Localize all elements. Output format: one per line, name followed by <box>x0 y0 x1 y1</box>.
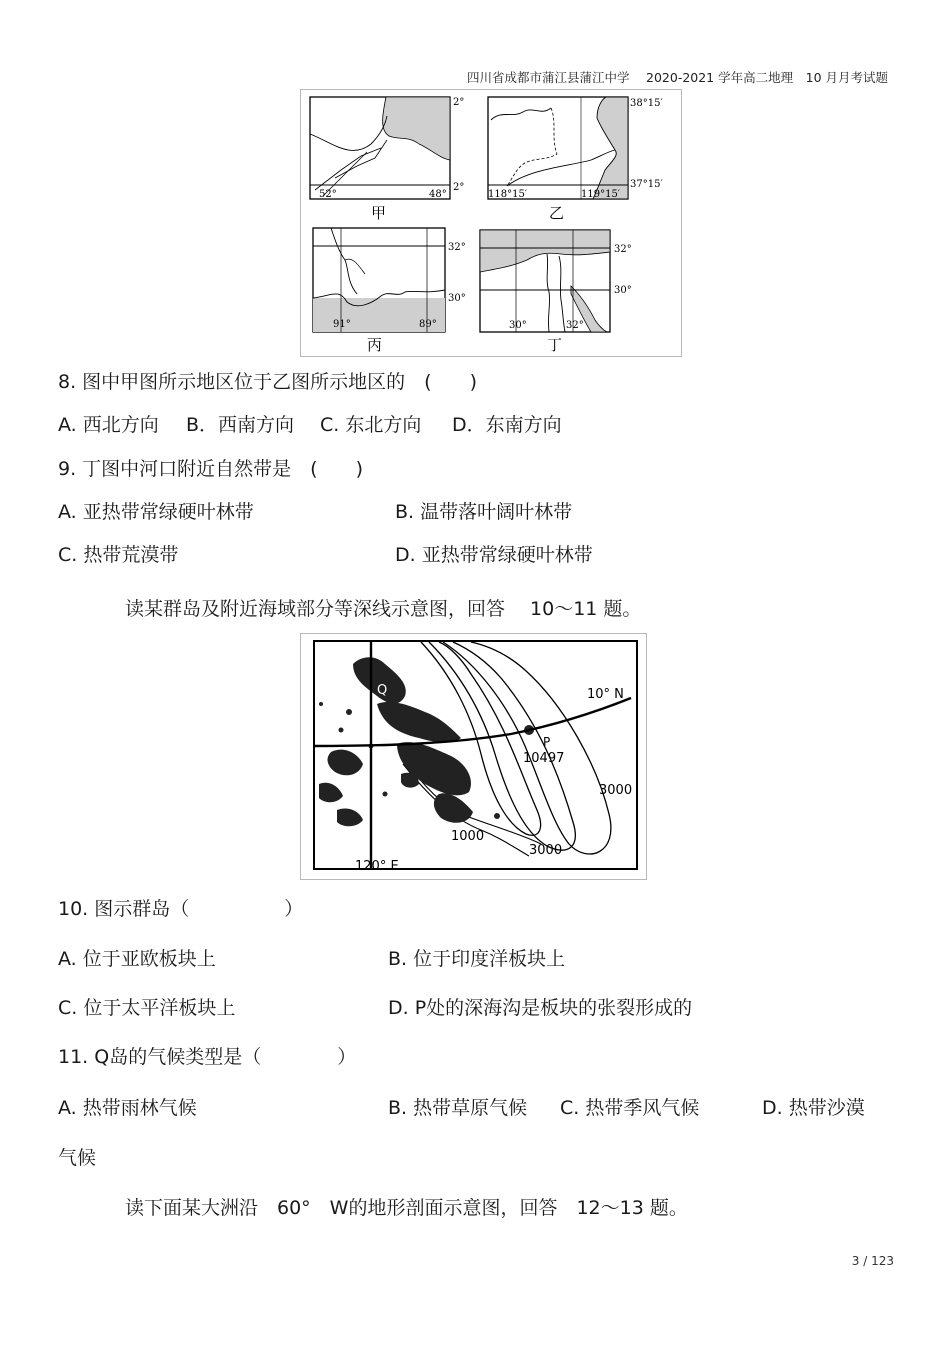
q8-option-d: D．东南方向 <box>452 414 562 436</box>
map-ding <box>480 230 632 354</box>
q11-option-d: D. 热带沙漠 <box>762 1097 865 1119</box>
latitude-label: 10° N <box>587 687 624 702</box>
map-ding-label-right: 30° <box>614 285 632 296</box>
map-jia-name: 甲 <box>371 204 387 222</box>
trench-depth-label: 10497 <box>523 751 565 766</box>
q11-stem: 11. Q岛的气候类型是（ ） <box>58 1046 357 1068</box>
map-bing <box>313 228 466 354</box>
map-yi-name: 乙 <box>549 204 565 222</box>
map-jia-label-left-lon: 52° <box>319 189 337 200</box>
map-bing-label-right-lon: 89° <box>419 319 437 330</box>
q11-option-b: B. 热带草原气候 <box>388 1097 528 1119</box>
q9-option-c: C. 热带荒漠带 <box>58 544 179 566</box>
q10-stem: 10. 图示群岛（ ） <box>58 898 304 920</box>
figure-archipelago-isobaths <box>300 633 647 880</box>
longitude-label: 120° E <box>355 859 399 874</box>
q9-option-a: A. 亚热带常绿硬叶林带 <box>58 501 254 523</box>
map-ding-label-left-lon: 30° <box>509 320 527 331</box>
point-p-label: P <box>543 735 551 749</box>
q10-option-c: C. 位于太平洋板块上 <box>58 997 236 1019</box>
map-bing-label-left-lon: 91° <box>333 319 351 330</box>
q8-stem: 8. 图中甲图所示地区位于乙图所示地区的 ( ) <box>58 371 477 393</box>
intro-q12-13: 读下面某大洲沿 60° W的地形剖面示意图，回答 12～13 题。 <box>125 1197 688 1219</box>
map-jia-label-right-lon: 48° <box>429 189 447 200</box>
map-jia <box>310 97 464 222</box>
q9-option-b: B. 温带落叶阔叶林带 <box>395 501 573 523</box>
q8-option-c: C. 东北方向 <box>320 414 422 436</box>
map-yi <box>488 97 663 222</box>
q10-option-d: D. P处的深海沟是板块的张裂形成的 <box>388 997 693 1019</box>
map-yi-label-right-lon: 119°15′ <box>581 189 621 200</box>
q11-option-c: C. 热带季风气候 <box>560 1097 700 1119</box>
map-ding-name: 丁 <box>547 336 563 354</box>
map-ding-label-right-lon: 32° <box>566 320 584 331</box>
map-yi-label-left-lon: 118°15′ <box>488 189 528 200</box>
q9-stem: 9. 丁图中河口附近自然带是 ( ) <box>58 458 363 480</box>
island-q-label: Q <box>377 683 388 698</box>
map-jia-label-right: 2° <box>453 182 465 193</box>
page-header: 四川省成都市蒲江县蒲江中学 2020-2021 学年高二地理 10 月月考试题 <box>467 70 888 85</box>
map-bing-name: 丙 <box>367 336 383 354</box>
q11-option-d-continued: 气候 <box>58 1147 97 1169</box>
map-bing-label-right: 30° <box>448 293 466 304</box>
figure-four-maps <box>300 89 682 357</box>
isobath-3000-right-label: 3000 <box>599 783 633 798</box>
q11-option-a: A. 热带雨林气候 <box>58 1097 197 1119</box>
map-ding-label-top: 32° <box>614 244 632 255</box>
map-bing-label-top: 32° <box>448 242 466 253</box>
map-yi-label-top: 38°15′ <box>630 98 663 109</box>
map-yi-label-right: 37°15′ <box>630 179 663 190</box>
q8-option-b: B．西南方向 <box>186 414 295 436</box>
q10-option-b: B. 位于印度洋板块上 <box>388 948 566 970</box>
intro-q10-11: 读某群岛及附近海域部分等深线示意图，回答 10～11 题。 <box>125 598 642 620</box>
isobath-1000-label: 1000 <box>451 829 485 844</box>
page-number: 3 / 123 <box>851 1254 894 1268</box>
isobath-3000-bottom-label: 3000 <box>529 843 563 858</box>
map-jia-label-top: 2° <box>453 97 465 108</box>
q9-option-d: D. 亚热带常绿硬叶林带 <box>395 544 593 566</box>
q8-option-a: A. 西北方向 <box>58 414 159 436</box>
q10-option-a: A. 位于亚欧板块上 <box>58 948 216 970</box>
